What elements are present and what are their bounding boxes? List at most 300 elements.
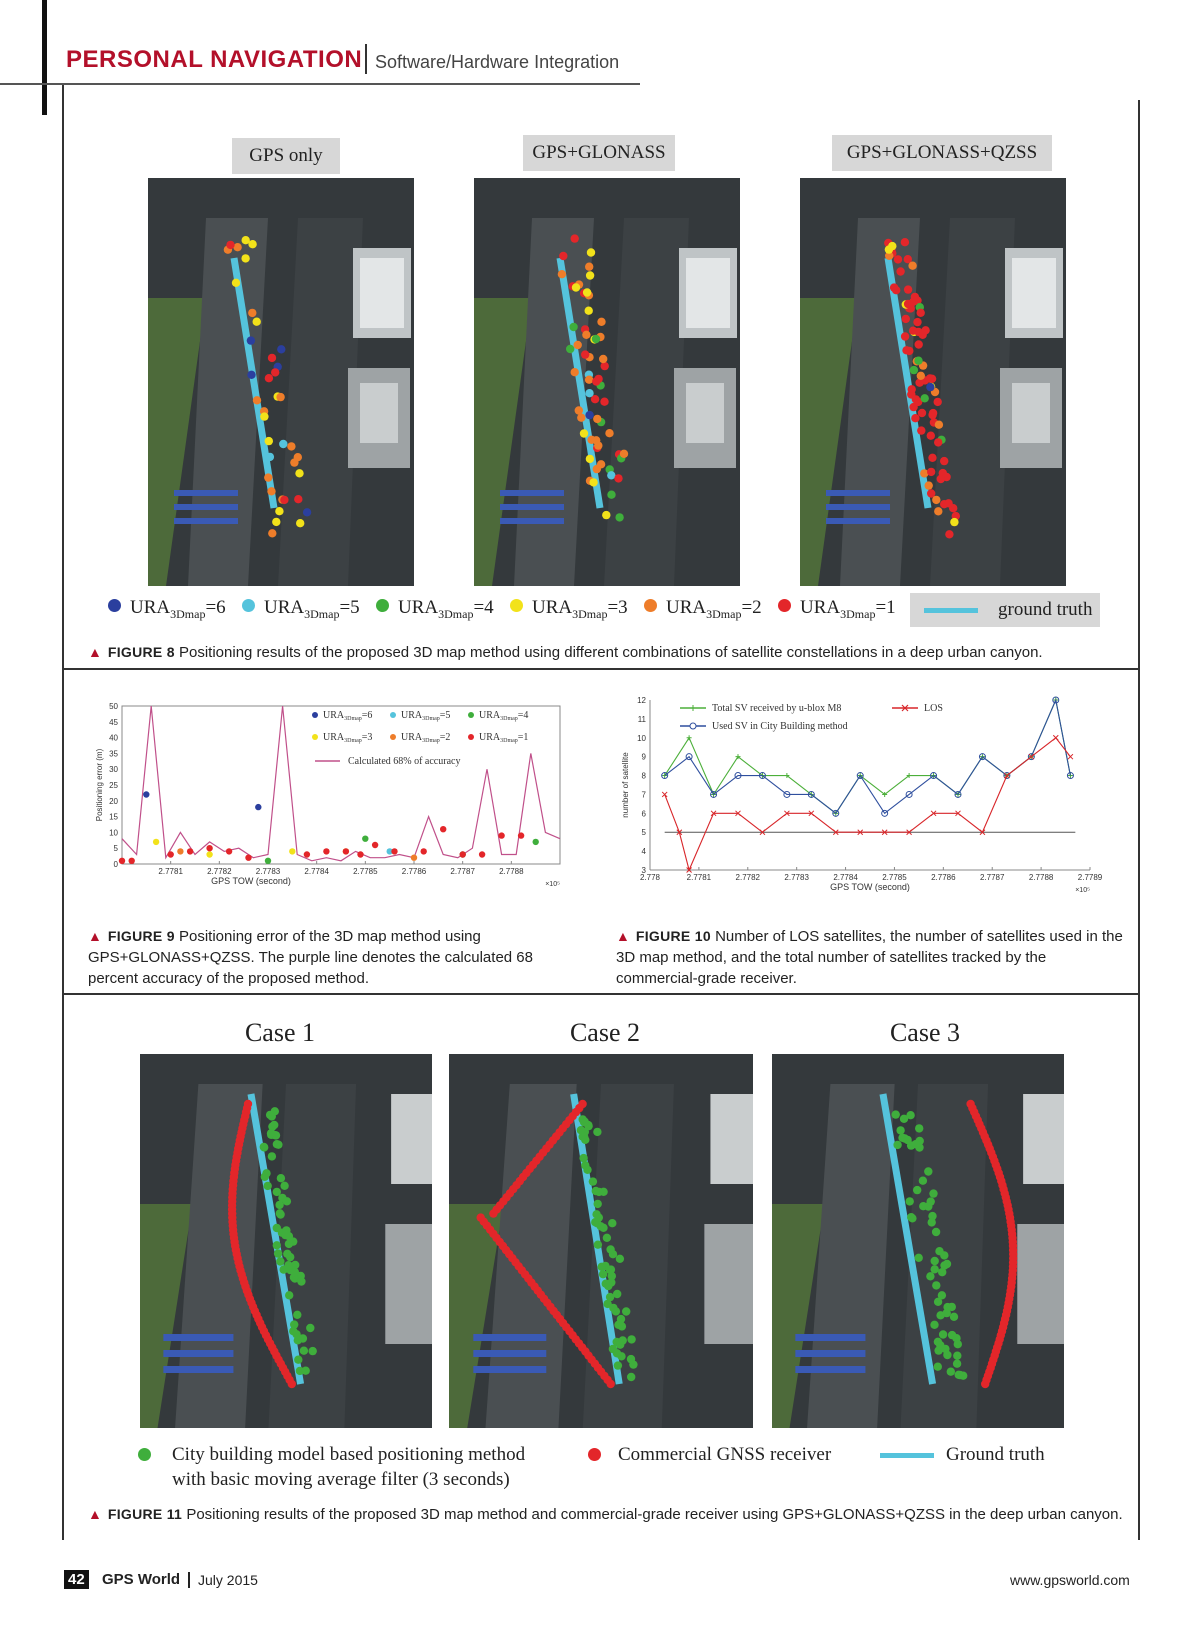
map-building-right xyxy=(1023,1094,1064,1184)
city-model-fix-point xyxy=(602,1280,610,1288)
position-fix-point xyxy=(914,357,922,365)
chart10-x-tick-label: 2.778 xyxy=(639,873,661,882)
legend-ura5-sub: 3Dmap xyxy=(304,606,340,621)
position-fix-point xyxy=(574,341,582,349)
city-model-fix-point xyxy=(273,1188,281,1196)
legend-ura6-prefix: URA xyxy=(130,597,171,618)
city-model-fix-point xyxy=(260,1143,268,1151)
position-fix-point xyxy=(944,499,952,507)
legend-ground-truth xyxy=(910,593,1100,627)
chart9-data-point xyxy=(460,851,466,857)
city-model-fix-point xyxy=(579,1115,587,1123)
city-model-fix-point xyxy=(294,1356,302,1364)
legend-ura3-prefix: URA xyxy=(532,597,573,618)
chart9-data-point xyxy=(421,848,427,854)
legend-dot-ura4 xyxy=(376,599,389,612)
city-model-fix-point xyxy=(900,1115,908,1123)
map-court-stripe xyxy=(473,1334,546,1341)
map-gps-only-image xyxy=(148,178,414,586)
map-case3 xyxy=(772,1054,1064,1428)
position-fix-point xyxy=(585,376,593,384)
position-fix-point xyxy=(242,236,250,244)
chart9-y-tick-label: 40 xyxy=(109,733,118,743)
figure8-caption-label: FIGURE 8 xyxy=(107,644,175,660)
map-court-stripe xyxy=(174,504,238,510)
legend-ura5-prefix: URA xyxy=(264,597,305,618)
city-model-fix-point xyxy=(614,1321,622,1329)
position-fix-point xyxy=(901,238,909,246)
chart9-y-tick-label: 30 xyxy=(109,765,118,775)
position-fix-point xyxy=(911,414,919,422)
map-court-stripe xyxy=(163,1350,233,1357)
city-model-fix-point xyxy=(297,1277,305,1285)
position-fix-point xyxy=(940,457,948,465)
position-fix-point xyxy=(585,307,593,315)
chart10-x-tick-label: 2.7784 xyxy=(833,873,858,882)
figure10-chart-svg xyxy=(620,694,1130,918)
legend-ura6 xyxy=(108,597,226,622)
map-court-stripe xyxy=(500,490,564,496)
chart9-data-point xyxy=(289,848,295,854)
chart9-legend-suffix: =3 xyxy=(361,732,373,743)
position-fix-point xyxy=(917,426,925,434)
website-link[interactable]: www.gpsworld.com xyxy=(1010,1572,1130,1588)
figure10-chart xyxy=(620,694,1130,918)
figure11-caption xyxy=(88,1504,1128,1525)
city-model-fix-point xyxy=(939,1330,947,1338)
chart10-x-tick-label: 2.7785 xyxy=(882,873,907,882)
chart9-data-point xyxy=(206,851,212,857)
position-fix-point xyxy=(907,390,915,398)
position-fix-point xyxy=(892,286,900,294)
city-model-fix-point xyxy=(603,1234,611,1242)
legend-ura4 xyxy=(376,597,494,622)
legend-ura3-sub: 3Dmap xyxy=(572,606,608,621)
legend-ura1-sub: 3Dmap xyxy=(840,606,876,621)
legend-ground-truth-label: ground truth xyxy=(998,599,1093,620)
chart9-y-tick-label: 5 xyxy=(113,844,118,854)
position-fix-point xyxy=(601,362,609,370)
chart10-x-tick-label: 2.7787 xyxy=(979,873,1005,882)
city-model-fix-point xyxy=(274,1249,282,1257)
city-model-fix-point xyxy=(579,1154,587,1162)
chart9-accuracy-line xyxy=(122,706,560,861)
city-model-fix-point xyxy=(273,1241,281,1249)
city-model-fix-point xyxy=(599,1224,607,1232)
city-model-fix-point xyxy=(947,1368,955,1376)
city-model-fix-point xyxy=(924,1167,932,1175)
city-model-fix-point xyxy=(267,1129,275,1137)
city-model-fix-point xyxy=(608,1272,616,1280)
chart9-data-point xyxy=(119,858,125,864)
position-fix-point xyxy=(581,350,589,358)
position-fix-point xyxy=(901,332,909,340)
header-accent-bar xyxy=(42,0,47,115)
chart9-legend-label: $URA_{3Dmap}=1$ xyxy=(479,732,529,744)
map-court-stripe xyxy=(473,1350,546,1357)
frame-left xyxy=(62,85,64,1540)
map-court-stripe xyxy=(826,504,890,510)
city-model-fix-point xyxy=(627,1373,635,1381)
city-model-fix-point xyxy=(276,1209,284,1217)
position-fix-point xyxy=(587,248,595,256)
position-fix-point xyxy=(605,429,613,437)
position-fix-point xyxy=(928,454,936,462)
legend-ura2-prefix: URA xyxy=(666,597,707,618)
chart9-legend-suffix: =2 xyxy=(439,732,451,743)
chart9-legend-suffix: =4 xyxy=(517,710,529,721)
map-building-right-2 xyxy=(704,1224,753,1344)
city-model-fix-point xyxy=(934,1363,942,1371)
chart9-legend-dot xyxy=(468,712,474,718)
commercial-receiver-fix-point xyxy=(981,1380,989,1388)
position-fix-point xyxy=(904,285,912,293)
position-fix-point xyxy=(271,368,279,376)
position-fix-point xyxy=(589,478,597,486)
chart9-data-point xyxy=(440,826,446,832)
position-fix-point xyxy=(935,421,943,429)
legend-red-label: Commercial GNSS receiver xyxy=(618,1444,832,1465)
city-model-fix-point xyxy=(940,1251,948,1259)
chart9-x-tick-label: 2.7787 xyxy=(450,867,475,876)
map-court-stripe xyxy=(500,518,564,524)
position-fix-point xyxy=(926,383,934,391)
figure10-caption-text: Number of LOS satellites, the number of satellites used in the 3D map method, and the total number of satellites tracked by the commercial-grade receiver. xyxy=(616,928,1123,987)
map-building-right xyxy=(710,1094,753,1184)
caption-triangle-icon: ▲ xyxy=(616,928,630,944)
city-model-fix-point xyxy=(622,1307,630,1315)
legend-ura5 xyxy=(242,597,360,622)
chart9-legend-sub: 3Dmap xyxy=(500,738,518,744)
city-model-fix-point xyxy=(893,1141,901,1149)
position-fix-point xyxy=(925,481,933,489)
city-model-fix-point xyxy=(954,1340,962,1348)
position-fix-point xyxy=(296,519,304,527)
city-model-fix-point xyxy=(273,1224,281,1232)
chart9-y-tick-label: 25 xyxy=(109,781,118,790)
legend-ura4-suffix: =4 xyxy=(473,597,494,618)
position-fix-point xyxy=(937,475,945,483)
map-gps-glonass-image xyxy=(474,178,740,586)
city-model-fix-point xyxy=(936,1311,944,1319)
city-model-fix-point xyxy=(289,1327,297,1335)
city-model-fix-point xyxy=(926,1272,934,1280)
legend-ura1 xyxy=(778,597,896,622)
position-fix-point xyxy=(600,398,608,406)
chart9-legend-suffix: =5 xyxy=(439,710,451,721)
position-fix-point xyxy=(599,355,607,363)
chart9-legend-sub: 3Dmap xyxy=(422,716,440,722)
city-model-fix-point xyxy=(594,1200,602,1208)
city-model-fix-point xyxy=(275,1201,283,1209)
city-model-fix-point xyxy=(577,1126,585,1134)
footer-separator xyxy=(188,1572,190,1588)
position-fix-point xyxy=(592,377,600,385)
header-rule xyxy=(0,83,640,85)
city-model-fix-point xyxy=(614,1361,622,1369)
chart9-data-point xyxy=(372,842,378,848)
chart9-legend-label: $URA_{3Dmap}=5$ xyxy=(401,710,451,722)
map-court-stripe xyxy=(795,1366,865,1373)
city-model-fix-point xyxy=(932,1281,940,1289)
chart10-x-tick-label: 2.7789 xyxy=(1077,873,1103,882)
position-fix-point xyxy=(620,450,628,458)
position-fix-point xyxy=(904,300,912,308)
legend-dot-ura3 xyxy=(510,599,523,612)
position-fix-point xyxy=(265,374,273,382)
chart9-legend-dot xyxy=(468,734,474,740)
legend-ura1-prefix: URA xyxy=(800,597,841,618)
position-fix-point xyxy=(927,468,935,476)
city-model-fix-point xyxy=(606,1293,614,1301)
position-fix-point xyxy=(614,474,622,482)
city-model-fix-point xyxy=(284,1261,292,1269)
legend-dot-ura6 xyxy=(108,599,121,612)
map-case1 xyxy=(140,1054,432,1428)
position-fix-point xyxy=(934,398,942,406)
position-fix-point xyxy=(295,469,303,477)
city-model-fix-point xyxy=(608,1219,616,1227)
chart10-y-tick-label: 7 xyxy=(641,790,646,800)
position-fix-point xyxy=(917,372,925,380)
chart9-data-point xyxy=(533,839,539,845)
legend-ura2 xyxy=(644,597,762,622)
chart9-frame xyxy=(122,706,560,864)
case3-title: Case 3 xyxy=(889,1018,961,1047)
chart9-legend-label: $URA_{3Dmap}=4$ xyxy=(479,710,529,722)
city-model-fix-point xyxy=(915,1254,923,1262)
city-model-fix-point xyxy=(293,1311,301,1319)
chart9-data-point xyxy=(187,848,193,854)
chart10-marker-x xyxy=(662,792,667,797)
city-model-fix-point xyxy=(277,1174,285,1182)
city-model-fix-point xyxy=(306,1324,314,1332)
position-fix-point xyxy=(592,335,600,343)
city-model-fix-point xyxy=(294,1336,302,1344)
city-model-fix-point xyxy=(948,1303,956,1311)
chart9-legend-dot xyxy=(390,734,396,740)
position-fix-point xyxy=(597,318,605,326)
city-model-fix-point xyxy=(915,1124,923,1132)
position-fix-point xyxy=(569,323,577,331)
legend-blue-label: Ground truth xyxy=(946,1444,1045,1465)
position-fix-point xyxy=(917,309,925,317)
city-model-fix-point xyxy=(273,1140,281,1148)
chart9-data-point xyxy=(304,851,310,857)
magazine-name: GPS World xyxy=(102,1571,181,1588)
legend-dot-red xyxy=(588,1448,601,1461)
chart9-data-point xyxy=(391,848,397,854)
city-model-fix-point xyxy=(595,1213,603,1221)
figure10-caption xyxy=(616,926,1126,989)
legend-blue-swatch xyxy=(880,1453,934,1458)
legend-ura1-suffix: =1 xyxy=(875,597,896,618)
city-model-fix-point xyxy=(283,1250,291,1258)
chart9-y-tick-label: 10 xyxy=(109,828,118,838)
position-fix-point xyxy=(586,271,594,279)
position-fix-point xyxy=(572,283,580,291)
map-gps-glonass xyxy=(474,178,740,586)
city-model-fix-point xyxy=(268,1152,276,1160)
city-model-fix-point xyxy=(938,1291,946,1299)
chart10-x-tick-label: 2.7781 xyxy=(686,873,712,882)
chart9-y-axis-label: Positioning error (m) xyxy=(95,748,104,822)
position-fix-point xyxy=(602,511,610,519)
map-court-stripe xyxy=(174,490,238,496)
city-model-fix-point xyxy=(959,1372,967,1380)
map-court-stripe xyxy=(163,1334,233,1341)
legend-ura2-sub: 3Dmap xyxy=(706,606,742,621)
position-fix-point xyxy=(929,409,937,417)
chart9-x-tick-label: 2.7784 xyxy=(304,867,329,876)
city-model-fix-point xyxy=(291,1268,299,1276)
city-model-fix-point xyxy=(629,1360,637,1368)
map-building-right xyxy=(391,1094,432,1184)
position-fix-point xyxy=(247,336,255,344)
position-fix-point xyxy=(279,440,287,448)
legend-green-line2: with basic moving average filter (3 seconds) xyxy=(172,1469,510,1490)
chart9-legend-line-label: Calculated 68% of accuracy xyxy=(348,756,461,767)
section-title: PERSONAL NAVIGATION xyxy=(66,46,363,73)
position-fix-point xyxy=(268,354,276,362)
chart9-y-tick-label: 50 xyxy=(109,702,118,711)
chart9-data-point xyxy=(357,851,363,857)
page-number: 42 xyxy=(64,1570,89,1589)
position-fix-point xyxy=(586,455,594,463)
city-model-fix-point xyxy=(919,1177,927,1185)
position-fix-point xyxy=(577,414,585,422)
map-building-roof-2 xyxy=(1012,383,1050,443)
position-fix-point xyxy=(248,309,256,317)
commercial-receiver-fix-point xyxy=(607,1380,615,1388)
position-fix-point xyxy=(921,394,929,402)
legend-ground-truth-swatch xyxy=(924,608,978,613)
figure9-caption-text: Positioning error of the 3D map method using GPS+GLONASS+QZSS. The purple line denotes the calculated 68 percent accuracy of the proposed method. xyxy=(88,928,533,987)
figure9-chart xyxy=(90,700,580,916)
city-model-fix-point xyxy=(583,1166,591,1174)
city-model-fix-point xyxy=(599,1270,607,1278)
position-fix-point xyxy=(885,245,893,253)
position-fix-point xyxy=(580,429,588,437)
chart10-x-exponent: ×10⁵ xyxy=(1075,887,1090,894)
position-fix-point xyxy=(265,437,273,445)
position-fix-point xyxy=(575,406,583,414)
chart10-y-tick-label: 5 xyxy=(641,828,646,838)
map-building-roof xyxy=(1012,258,1056,328)
position-fix-point xyxy=(226,241,234,249)
commercial-receiver-fix-point xyxy=(489,1209,497,1217)
chart10-y-tick-label: 11 xyxy=(637,714,646,724)
chart9-x-tick-label: 2.7785 xyxy=(353,867,378,876)
map-building-right-2 xyxy=(1017,1224,1064,1344)
map-court-stripe xyxy=(163,1366,233,1373)
chart9-legend-dot xyxy=(312,712,318,718)
chart10-legend-marker-plus xyxy=(690,705,696,711)
map-gps-only xyxy=(148,178,414,586)
city-model-fix-point xyxy=(619,1336,627,1344)
position-fix-point xyxy=(910,366,918,374)
chart10-y-tick-label: 6 xyxy=(641,809,646,819)
chart9-legend-sub: 3Dmap xyxy=(344,738,362,744)
city-model-fix-point xyxy=(264,1182,272,1190)
panel-label-gps-glonass: GPS+GLONASS xyxy=(523,135,675,171)
chart10-y-axis-label: number of satellite xyxy=(621,752,630,818)
position-fix-point xyxy=(615,513,623,521)
chart9-x-tick-label: 2.7781 xyxy=(158,867,183,876)
city-model-fix-point xyxy=(283,1197,291,1205)
map-case2 xyxy=(449,1054,753,1428)
chart10-legend-label: Used SV in City Building method xyxy=(712,721,848,732)
commercial-receiver-fix-point xyxy=(288,1380,296,1388)
city-model-fix-point xyxy=(281,1231,289,1239)
city-model-fix-point xyxy=(931,1265,939,1273)
city-model-fix-point xyxy=(892,1110,900,1118)
legend-dot-ura5 xyxy=(242,599,255,612)
chart9-y-tick-label: 15 xyxy=(109,812,118,822)
city-model-fix-point xyxy=(266,1111,274,1119)
chart9-y-tick-label: 35 xyxy=(109,749,118,759)
city-model-fix-point xyxy=(300,1347,308,1355)
city-model-fix-point xyxy=(913,1186,921,1194)
case2-title: Case 2 xyxy=(569,1018,641,1047)
chart9-data-point xyxy=(177,848,183,854)
position-fix-point xyxy=(559,252,567,260)
map-building-right-2 xyxy=(385,1224,432,1344)
position-fix-point xyxy=(908,262,916,270)
chart9-data-point xyxy=(498,832,504,838)
chart9-data-point xyxy=(479,851,485,857)
map-case1-image xyxy=(140,1054,432,1428)
position-fix-point xyxy=(585,389,593,397)
chart10-y-tick-label: 12 xyxy=(637,696,646,705)
issue-date: July 2015 xyxy=(198,1572,258,1588)
position-fix-point xyxy=(253,318,261,326)
position-fix-point xyxy=(934,438,942,446)
chart9-data-point xyxy=(255,804,261,810)
caption-triangle-icon: ▲ xyxy=(88,1506,102,1522)
figure8-legend xyxy=(100,593,1100,629)
position-fix-point xyxy=(233,243,241,251)
chart9-data-point xyxy=(343,848,349,854)
position-fix-point xyxy=(272,518,280,526)
position-fix-point xyxy=(571,234,579,242)
position-fix-point xyxy=(268,529,276,537)
map-court-stripe xyxy=(826,518,890,524)
chart10-legend-label: LOS xyxy=(924,703,943,714)
city-model-fix-point xyxy=(280,1182,288,1190)
chart10-x-tick-label: 2.7786 xyxy=(931,873,956,882)
map-building-roof-2 xyxy=(360,383,398,443)
city-model-fix-point xyxy=(896,1126,904,1134)
chart9-data-point xyxy=(206,845,212,851)
figure11-caption-label: FIGURE 11 xyxy=(107,1506,183,1522)
position-fix-point xyxy=(232,279,240,287)
city-model-fix-point xyxy=(589,1177,597,1185)
chart9-legend-sub: 3Dmap xyxy=(500,716,518,722)
map-court-stripe xyxy=(174,518,238,524)
city-model-fix-point xyxy=(929,1189,937,1197)
city-model-fix-point xyxy=(936,1341,944,1349)
caption-triangle-icon: ▲ xyxy=(88,644,102,660)
position-fix-point xyxy=(267,487,275,495)
city-model-fix-point xyxy=(285,1291,293,1299)
position-fix-point xyxy=(558,270,566,278)
position-fix-point xyxy=(276,393,284,401)
map-court-stripe xyxy=(826,490,890,496)
position-fix-point xyxy=(582,331,590,339)
divider-fig8 xyxy=(62,668,1140,670)
panel-label-gps-glonass-qzss: GPS+GLONASS+QZSS xyxy=(832,135,1052,171)
